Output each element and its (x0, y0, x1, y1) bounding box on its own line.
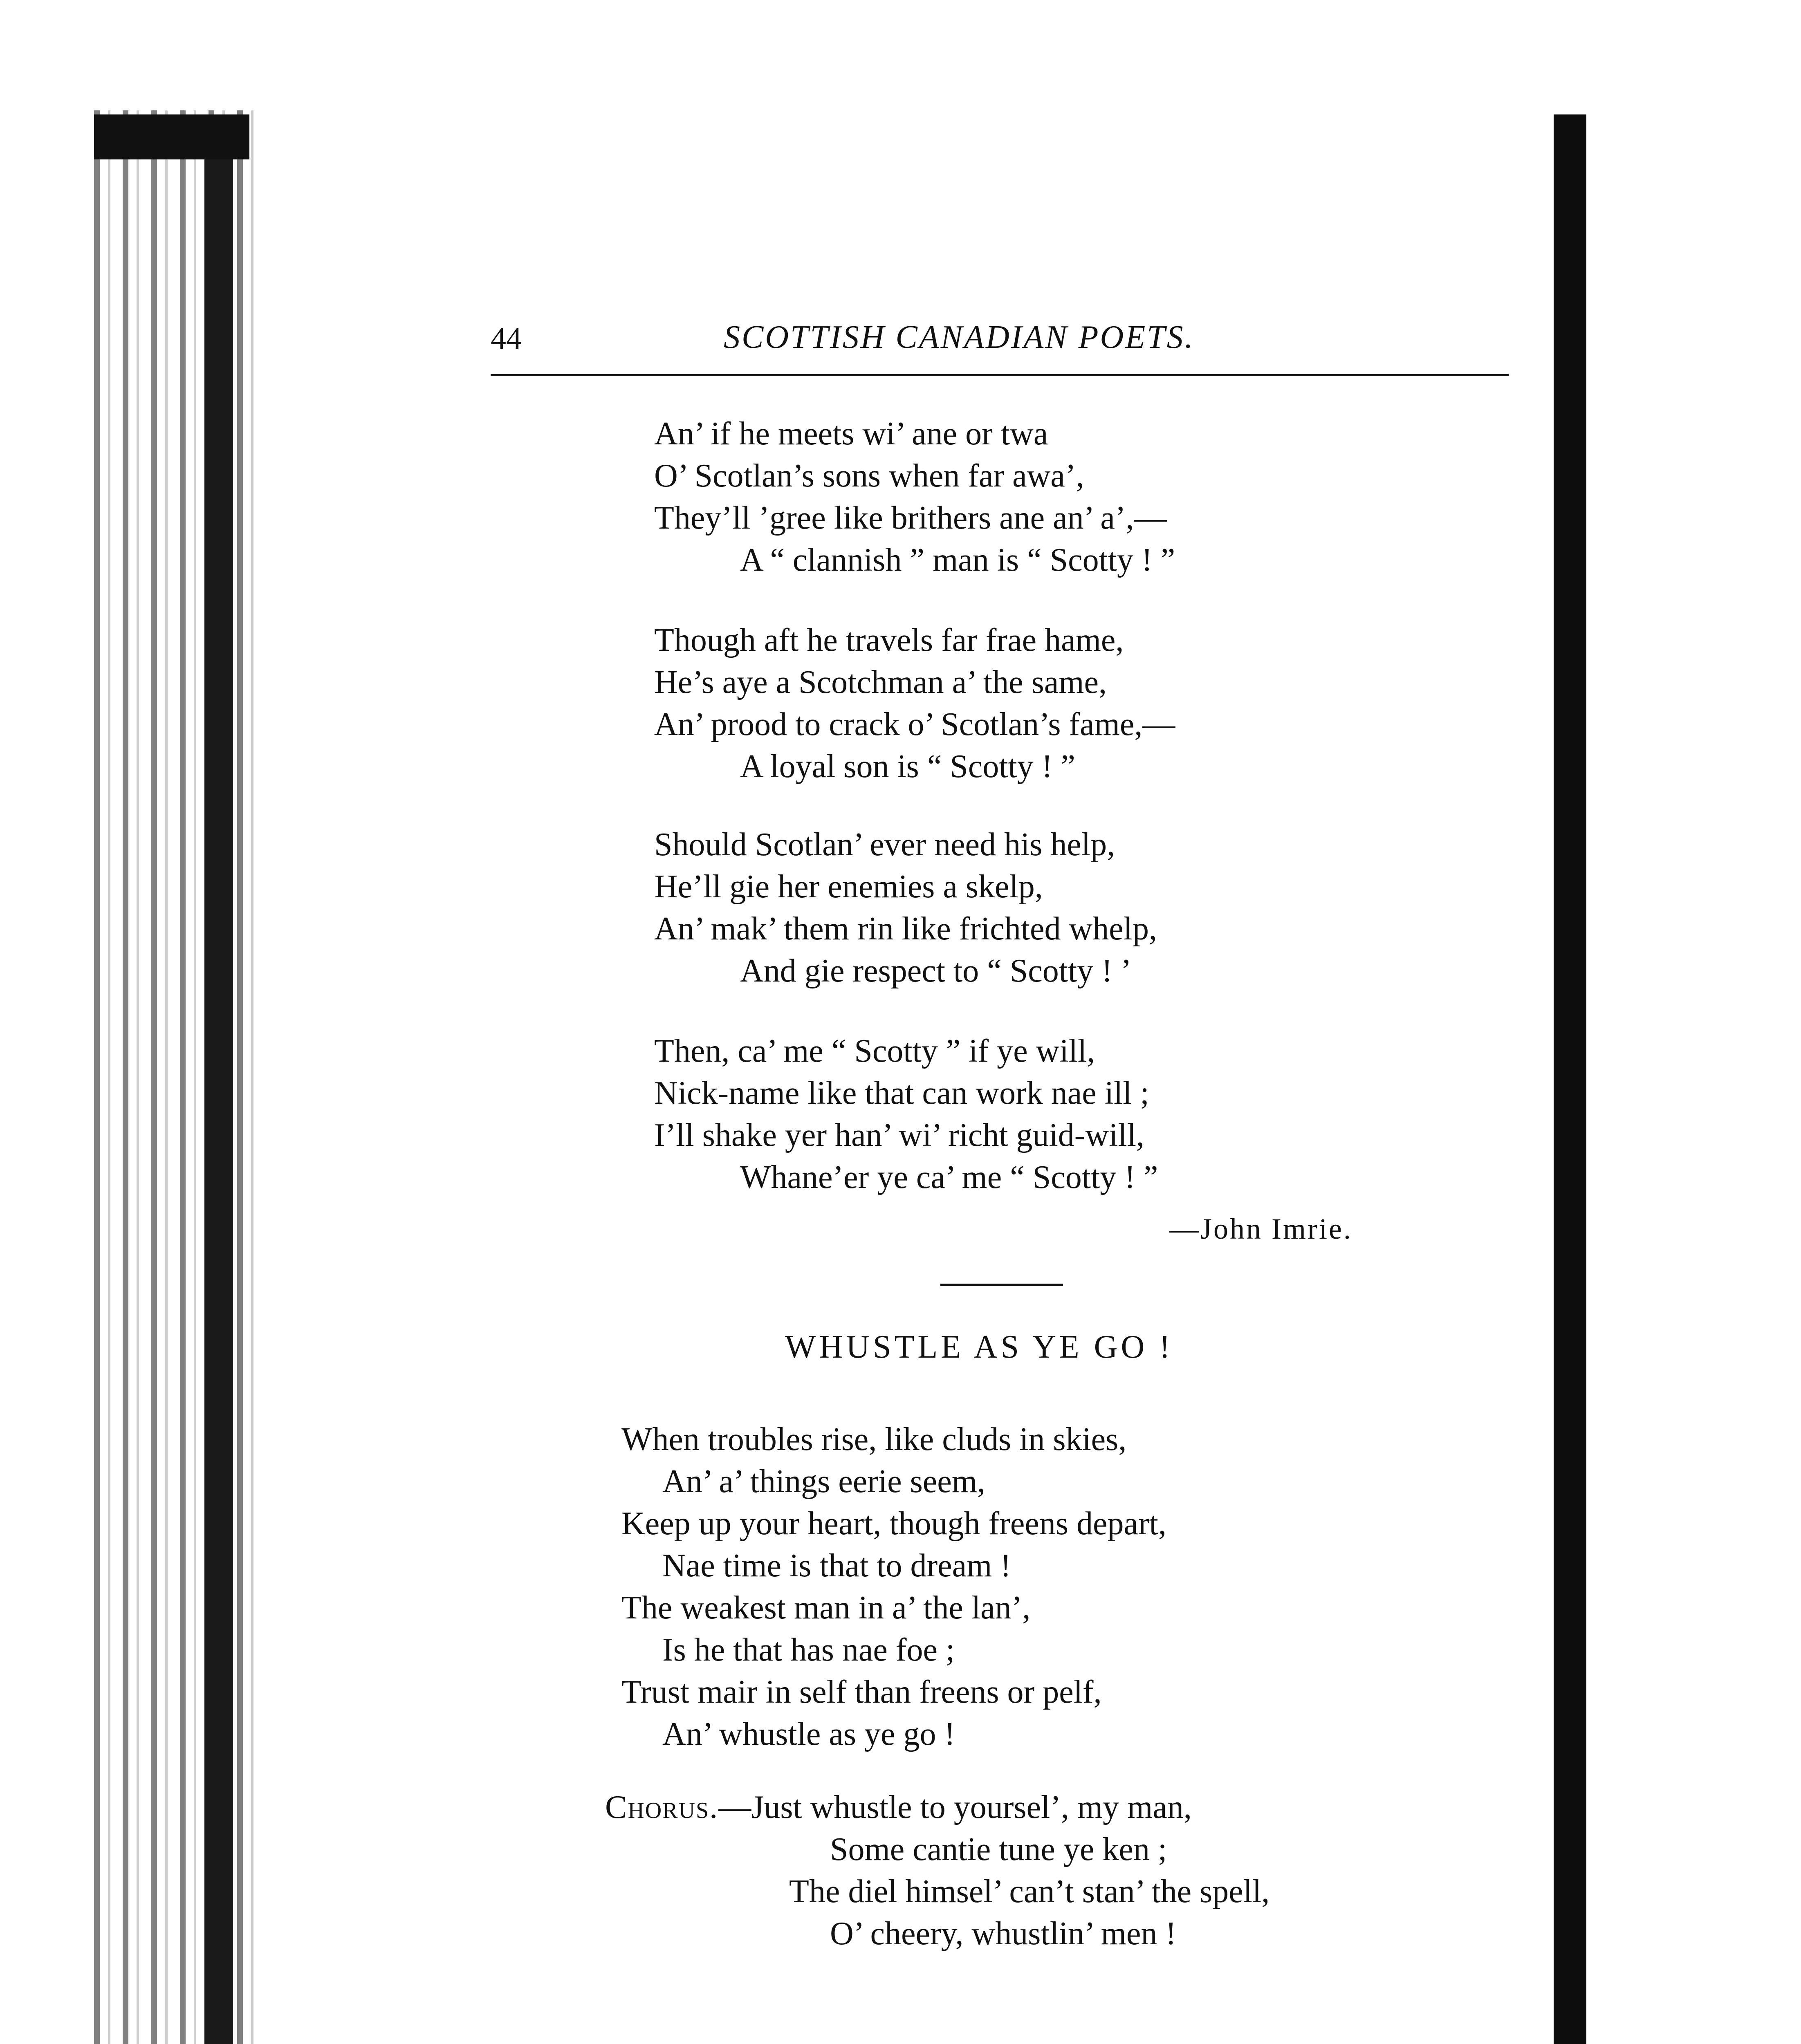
verse-line: A “ clannish ” man is “ Scotty ! ” (740, 542, 1175, 578)
chorus-line: Some cantie tune ye ken ; (830, 1831, 1167, 1867)
verse-line: When troubles rise, like cluds in skies, (621, 1421, 1127, 1457)
running-title: SCOTTISH CANADIAN POETS. (724, 319, 1195, 355)
verse-line: He’s aye a Scotchman a’ the same, (654, 664, 1107, 700)
chorus-line: O’ cheery, whustlin’ men ! (830, 1916, 1177, 1952)
verse-line: An’ if he meets wi’ ane or twa (654, 416, 1048, 452)
verse-line: Whane’er ye ca’ me “ Scotty ! ” (740, 1159, 1158, 1195)
chorus-label: Chorus. (605, 1789, 719, 1825)
verse-line: O’ Scotlan’s sons when far awa’, (654, 458, 1084, 494)
scan-binding-edge (94, 110, 266, 2044)
verse-line: He’ll gie her enemies a skelp, (654, 869, 1043, 905)
verse-line: Trust mair in self than freens or pelf, (621, 1674, 1102, 1710)
chorus-line (605, 1786, 1545, 1829)
chorus-text: —Just whustle to yoursel’, my man, (718, 1789, 1192, 1825)
chorus-line: The diel himsel’ can’t stan’ the spell, (789, 1874, 1270, 1910)
verse-line: The weakest man in a’ the lan’, (621, 1590, 1031, 1626)
verse-line: And gie respect to “ Scotty ! ’ (740, 953, 1132, 989)
poem2-stanza (621, 1419, 1398, 1755)
poem1-stanza-2 (654, 619, 1431, 788)
scan-binding-shadow (204, 123, 233, 2044)
verse-line: Keep up your heart, though freens depart, (621, 1506, 1166, 1542)
poem1-stanza-3 (654, 824, 1431, 992)
poem1-stanza-4 (654, 1030, 1431, 1199)
poem2-chorus (605, 1786, 1545, 1955)
header-rule (491, 374, 1509, 376)
section-divider (940, 1284, 1063, 1286)
poem1-stanza-1 (654, 413, 1431, 581)
page-header (491, 315, 1509, 364)
verse-line: Nick-name like that can work nae ill ; (654, 1075, 1149, 1111)
verse-line: I’ll shake yer han’ wi’ richt guid-will, (654, 1117, 1144, 1153)
verse-line: An’ whustle as ye go ! (662, 1716, 955, 1752)
verse-line: Is he that has nae foe ; (662, 1632, 955, 1668)
verse-line: They’ll ’gree like brithers ane an’ a’,— (654, 500, 1167, 536)
verse-line: Nae time is that to dream ! (662, 1548, 1012, 1584)
scan-right-edge (1554, 114, 1586, 2044)
verse-line: Should Scotlan’ ever need his help, (654, 827, 1115, 863)
verse-line: A loyal son is “ Scotty ! ” (740, 749, 1075, 784)
scan-corner-shadow (94, 114, 249, 159)
page-number: 44 (491, 321, 522, 356)
poem2-title: WHUSTLE AS YE GO ! (785, 1329, 1173, 1365)
poem1-attribution: —John Imrie. (1169, 1213, 1352, 1245)
verse-line: Though aft he travels far frae hame, (654, 622, 1124, 658)
verse-line: An’ a’ things eerie seem, (662, 1464, 986, 1499)
verse-line: An’ mak’ them rin like frichted whelp, (654, 911, 1157, 947)
verse-line: Then, ca’ me “ Scotty ” if ye will, (654, 1033, 1095, 1069)
verse-line: An’ prood to crack o’ Scotlan’s fame,— (654, 706, 1175, 742)
